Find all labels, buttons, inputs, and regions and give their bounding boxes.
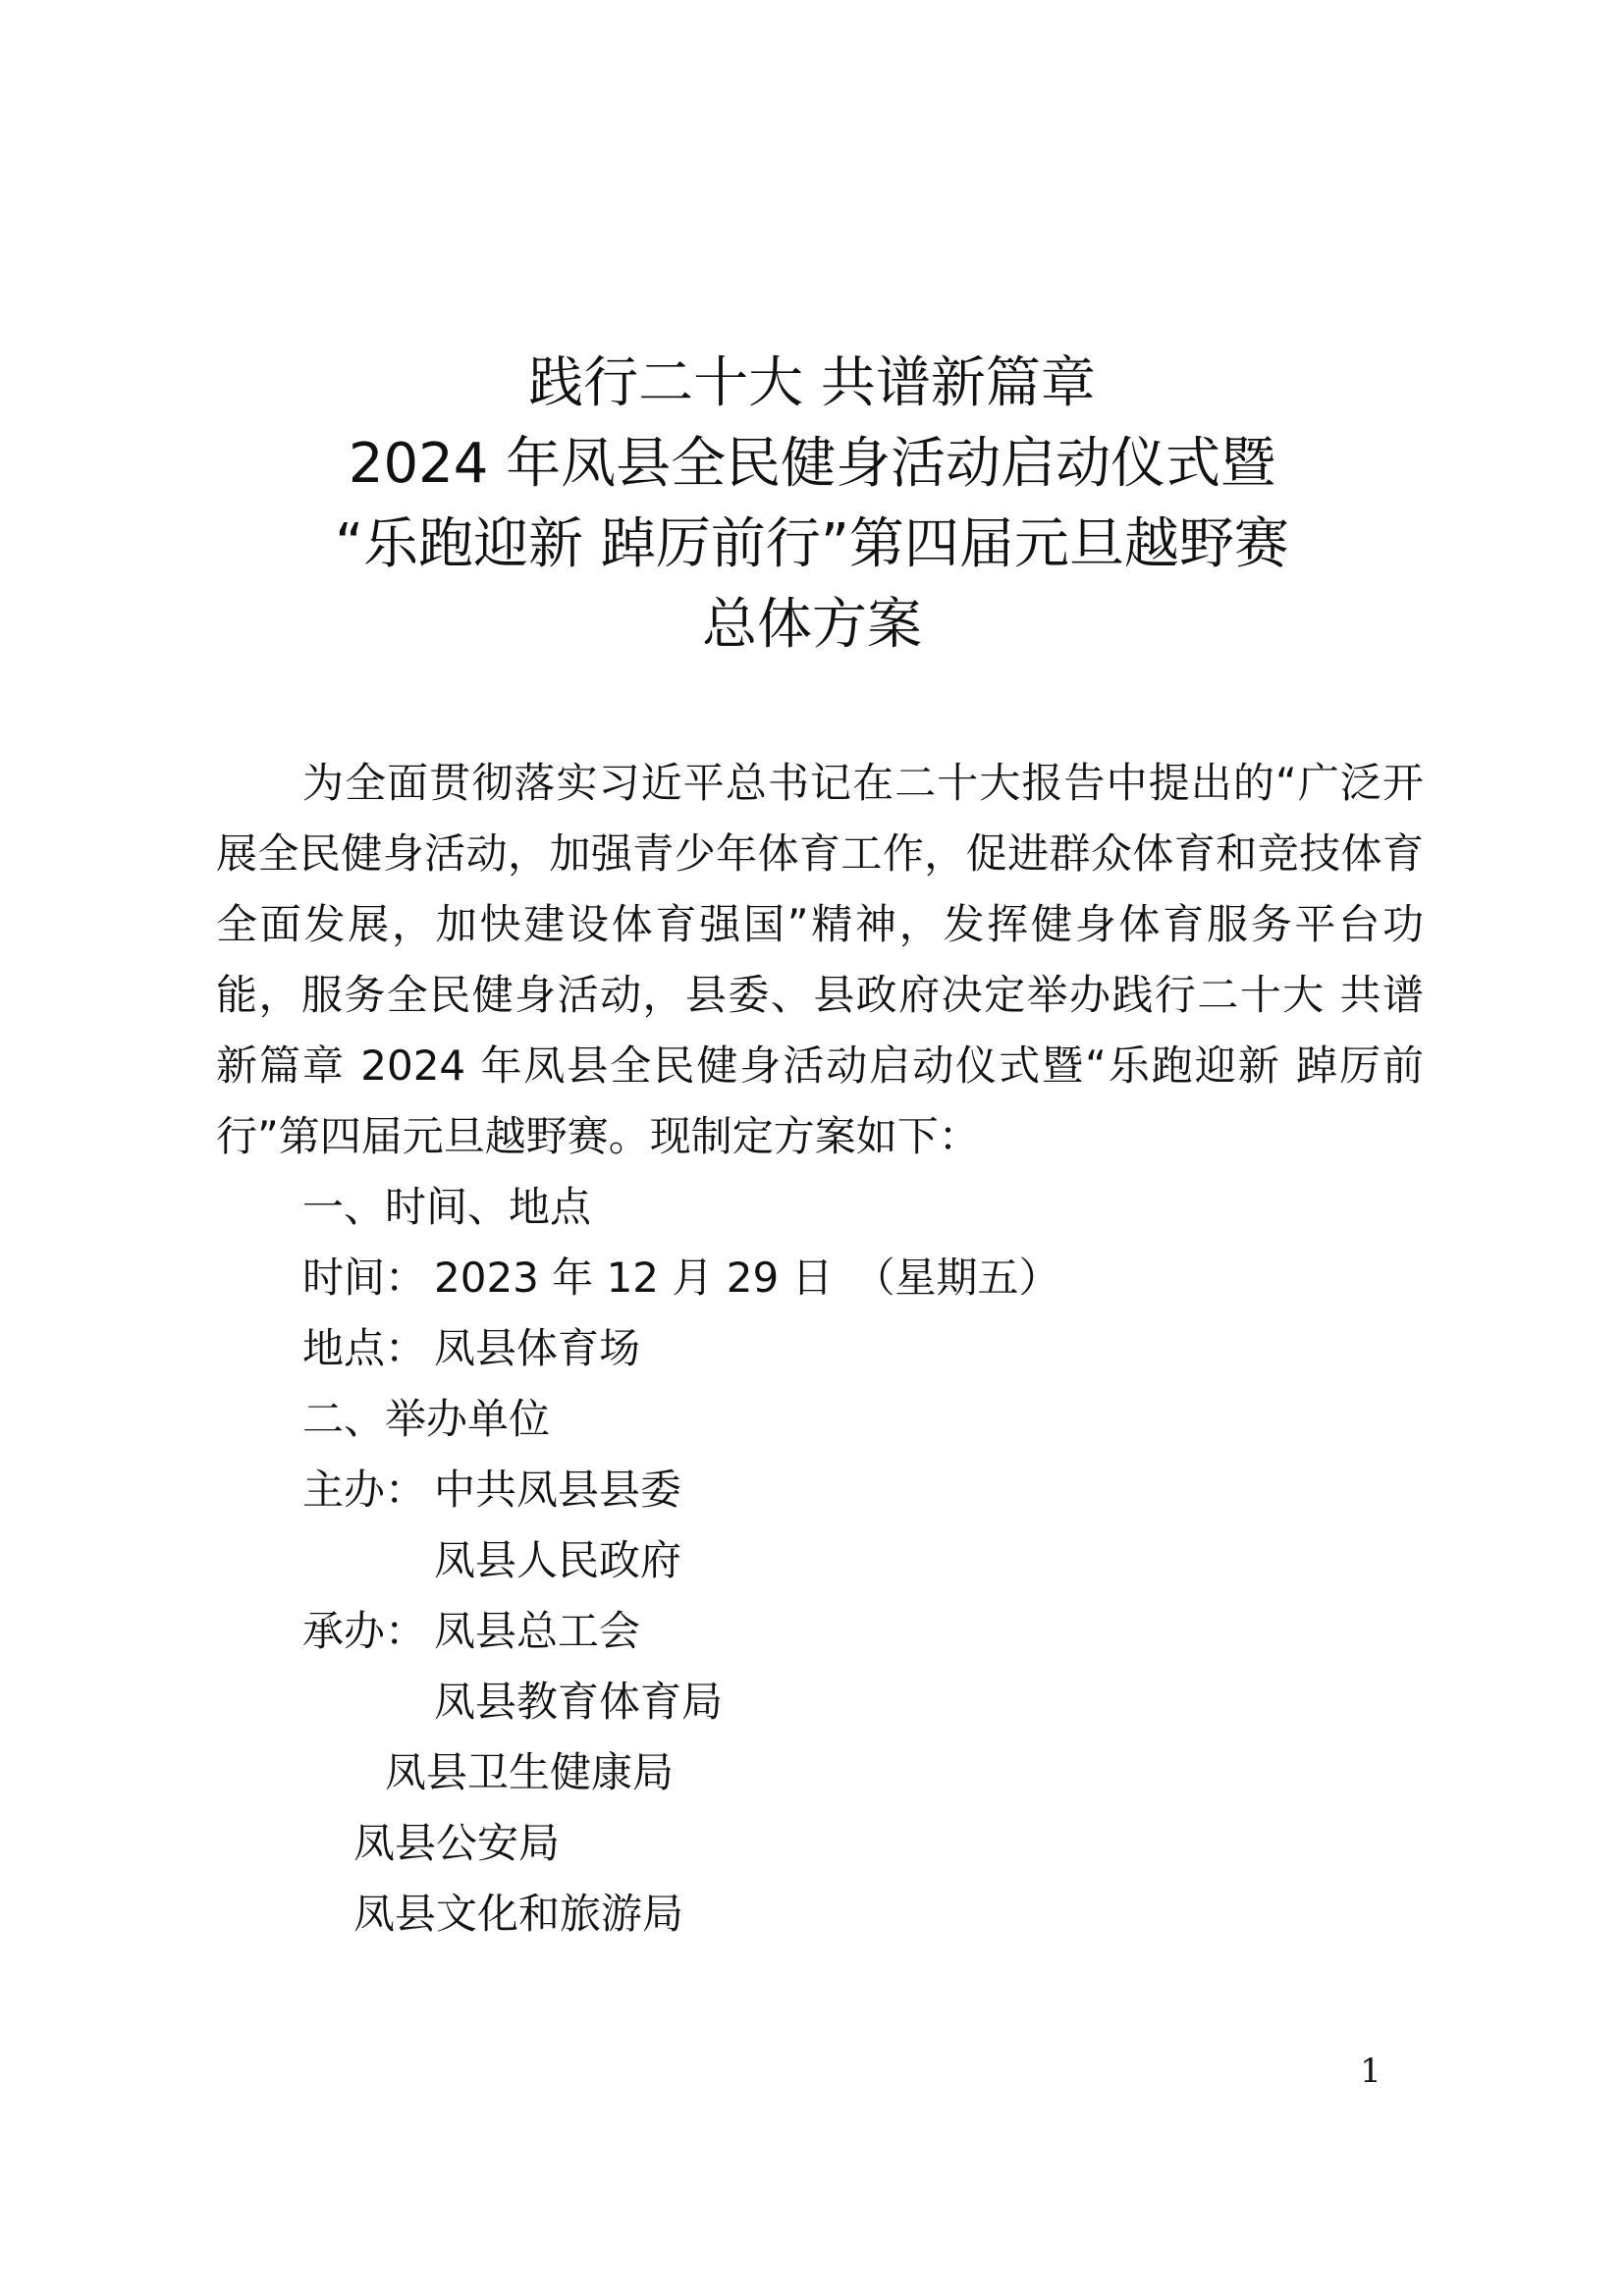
page-number: 1 [1360,2052,1381,2091]
time-label: 时间： [302,1254,427,1302]
place-value: 凤县体育场 [434,1324,641,1372]
section-1-heading: 一、时间、地点 [302,1183,592,1231]
place-label: 地点： [302,1324,427,1372]
document-title [0,344,1624,666]
organizer-row [216,1596,1424,1667]
organizer-item: 凤县总工会 [434,1607,641,1655]
host-label: 主办： [302,1466,427,1514]
host-item: 凤县人民政府 [434,1536,682,1584]
organizer-item: 凤县教育体育局 [434,1678,724,1726]
document-body [216,748,1424,1949]
title-line-4: 总体方案 [702,593,922,657]
host-row [216,1455,1424,1525]
host-item: 中共凤县县委 [434,1466,682,1514]
time-value: 2023 年 12 月 29 日 （星期五） [434,1254,1060,1302]
title-line-1: 践行二十大 共谱新篇章 [528,351,1096,415]
time-row [216,1243,1424,1313]
organizer-label: 承办： [302,1607,427,1655]
place-row [216,1313,1424,1384]
intro-paragraph: 为全面贯彻落实习近平总书记在二十大报告中提出的“广泛开展全民健身活动，加强青少年体育工作，促进群众体育和竞技体育全面发展，加快建设体育强国”精神，发挥健身体育服务平台功能，服务全民健身活动，县委、县政府决定举办践行二十大 共谱新篇章 2024 年凤县全民健身活动启动仪式暨“乐跑迎新 踔厉前行”第四届元旦越野赛。现制定方案如下： [216,759,1424,1160]
organizer-item: 凤县卫生健康局 [385,1748,675,1796]
title-line-3: “乐跑迎新 踔厉前行”第四届元旦越野赛 [335,512,1289,576]
section-2-heading: 二、举办单位 [302,1395,551,1443]
title-line-2: 2024 年凤县全民健身活动启动仪式暨 [348,432,1276,496]
organizer-item: 凤县公安局 [353,1819,561,1867]
organizer-item: 凤县文化和旅游局 [353,1890,684,1938]
